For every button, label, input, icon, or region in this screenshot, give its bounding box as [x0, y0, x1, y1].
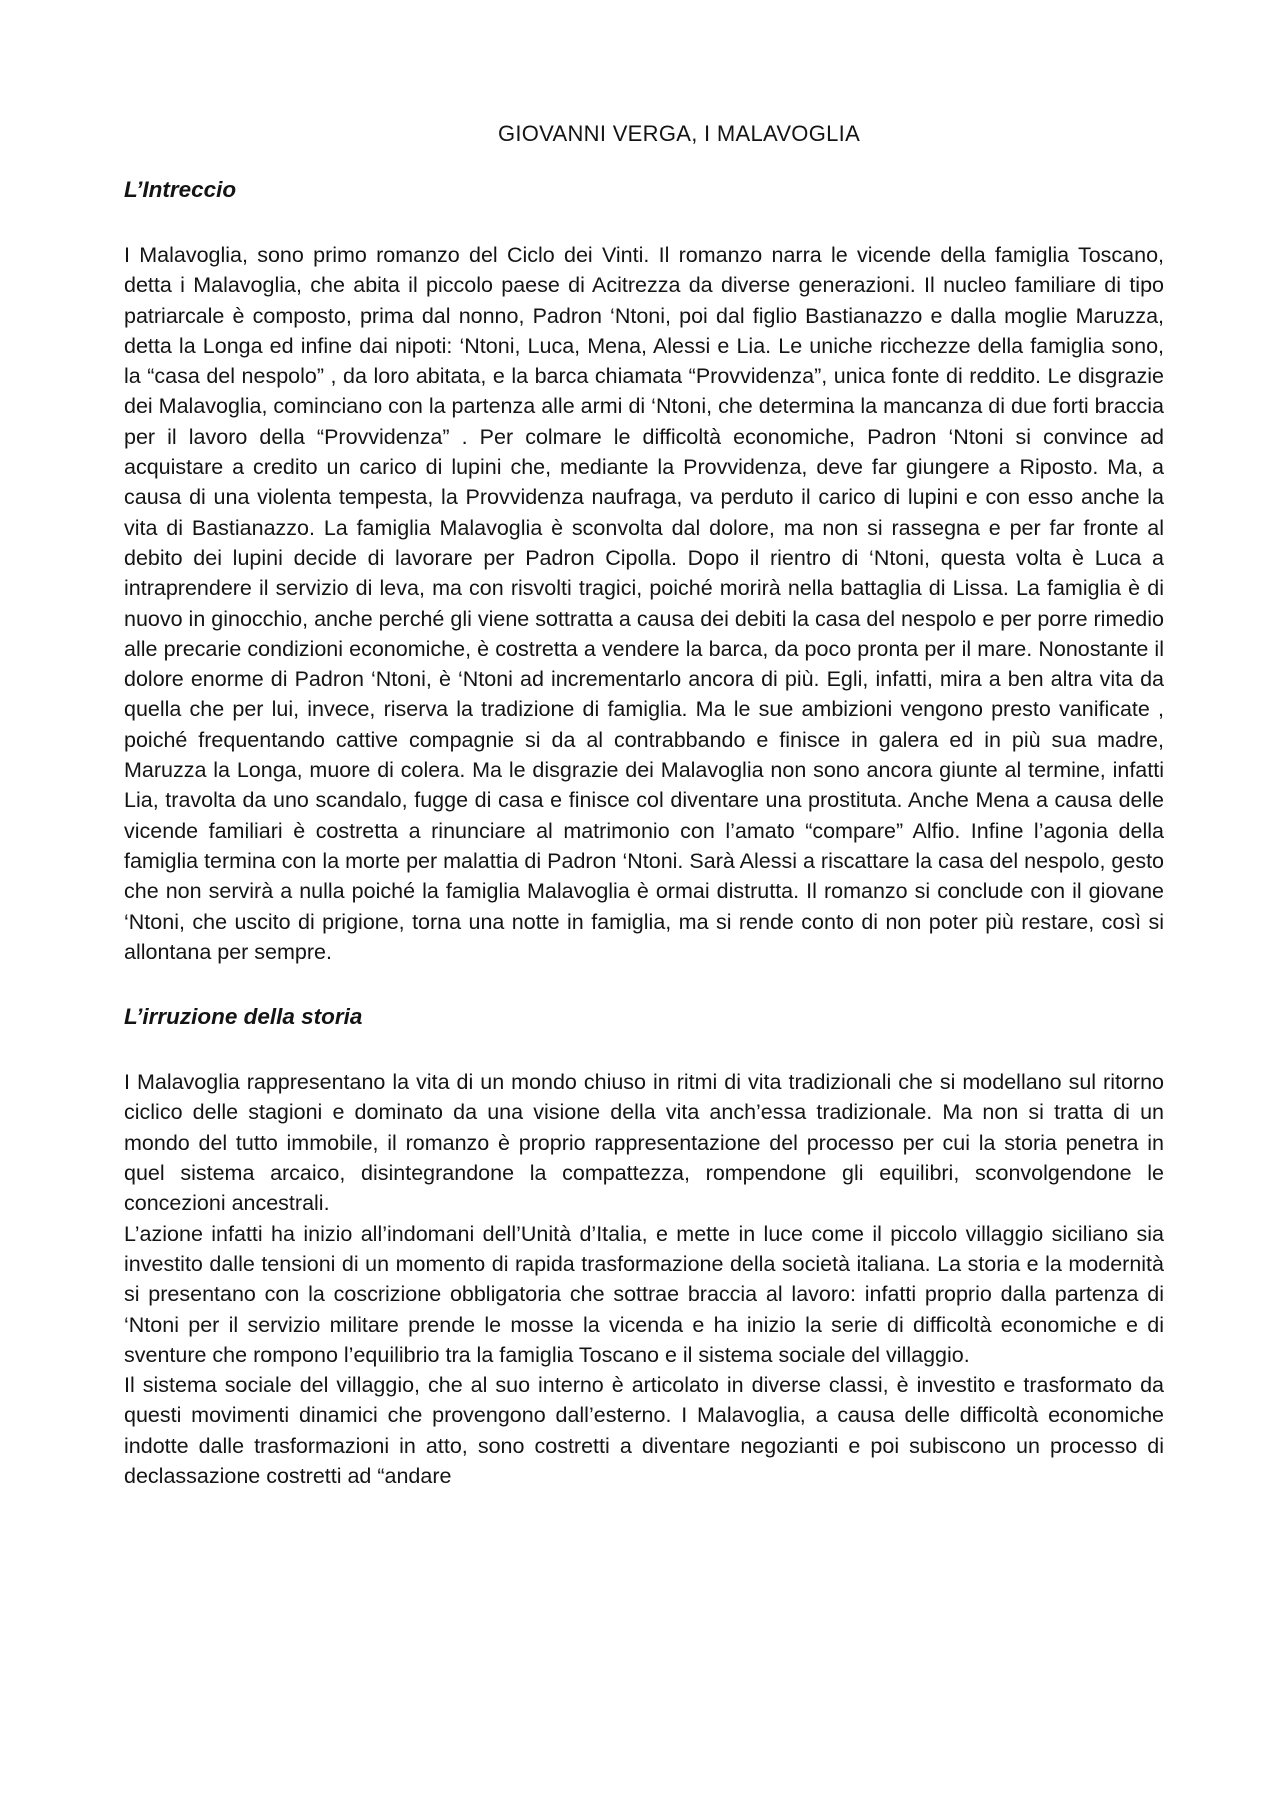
paragraph: I Malavoglia rappresentano la vita di un mondo chiuso in ritmi di vita tradizionali che si modellano sul ritorno ciclico delle stagioni e dominato da una visione della vita anch’essa tradizionale. Ma non si tratta di un mondo del tutto immobile, il romanzo è proprio rappresentazione del processo per cui la storia penetra in quel sistema arcaico, disintegrandone la compattezza, rompendone gli equilibri, sconvolgendone le concezioni ancestrali. [124, 1070, 1164, 1216]
section-spacer [124, 967, 1164, 1001]
paragraph: Il sistema sociale del villaggio, che al suo interno è articolato in diverse classi, è investito e trasformato da questi movimenti dinamici che provengono dall’esterno. I Malavoglia, a causa delle difficoltà economiche indotte dalle trasformazioni in atto, sono costretti a diventare negozianti e poi subiscono un processo di declassazione costretti ad “andare [124, 1373, 1164, 1488]
section-irruzione-storia [124, 1001, 1164, 1491]
paragraph: L’azione infatti ha inizio all’indomani dell’Unità d’Italia, e mette in luce come il piccolo villaggio siciliano sia investito dalle tensioni di un momento di rapida trasformazione della società italiana. La storia e la modernità si presentano con la coscrizione obbligatoria che sottrae braccia al lavoro: infatti proprio dalla partenza di ‘Ntoni per il servizio militare prende le mosse la vicenda e ha inizio la serie di difficoltà economiche e di sventure che rompono l’equilibrio tra la famiglia Toscano e il sistema sociale del villaggio. [124, 1221, 1164, 1367]
document-title: GIOVANNI VERGA, I MALAVOGLIA [497, 121, 861, 146]
paragraph: I Malavoglia, sono primo romanzo del Ciclo dei Vinti. Il romanzo narra le vicende della famiglia Toscano, detta i Malavoglia, che abita il piccolo paese di Acitrezza da diverse generazioni. Il nucleo familiare di tipo patriarcale è composto, prima dal nonno, Padron ‘Ntoni, poi dal figlio Bastianazzo e dalla moglie Maruzza, detta la Longa ed infine dai nipoti: ‘Ntoni, Luca, Mena, Alessi e Lia. Le uniche ricchezze della famiglia sono, la “casa del nespolo” , da loro abitata, e la barca chiamata “Provvidenza”, unica fonte di reddito. Le disgrazie dei Malavoglia, cominciano con la partenza alle armi di ‘Ntoni, che determina la mancanza di due forti braccia per il lavoro della “Provvidenza” . Per colmare le difficoltà economiche, Padron ‘Ntoni si convince ad acquistare a credito un carico di lupini che, mediante la Provvidenza, deve far giungere a Riposto. Ma, a causa di una violenta tempesta, la Provvidenza naufraga, va perduto il carico di lupini e con esso anche la vita di Bastianazzo. La famiglia Malavoglia è sconvolta dal dolore, ma non si rassegna e per far fronte al debito dei lupini decide di lavorare per Padron Cipolla. Dopo il rientro di ‘Ntoni, questa volta è Luca a intraprendere il servizio di leva, ma con risvolti tragici, poiché morirà nella battaglia di Lissa. La famiglia è di nuovo in ginocchio, anche perché gli viene sottratta a causa dei debiti la casa del nespolo e per porre rimedio alle precarie condizioni economiche, è costretta a vendere la barca, da poco pronta per il mare. Nonostante il dolore enorme di Padron ‘Ntoni, è ‘Ntoni ad incrementarlo ancora di più. Egli, infatti, mira a ben altra vita da quella che per lui, invece, riserva la tradizione di famiglia. Ma le sue ambizioni vengono presto vanificate , poiché frequentando cattive compagnie si da al contrabbando e finisce in galera ed in più sua madre, Maruzza la Longa, muore di colera. Ma le disgrazie dei Malavoglia non sono ancora giunte al termine, infatti Lia, travolta da uno scandalo, fugge di casa e finisce col diventare una prostituta. Anche Mena a causa delle vicende familiari è costretta a rinunciare al matrimonio con l’amato “compare” Alfio. Infine l’agonia della famiglia termina con la morte per malattia di Padron ‘Ntoni. Sarà Alessi a riscattare la casa del nespolo, gesto che non servirà a nulla poiché la famiglia Malavoglia è ormai distrutta. Il romanzo si conclude con il giovane ‘Ntoni, che uscito di prigione, torna una notte in famiglia, ma si rende conto di non poter più restare, così si allontana per sempre. [124, 243, 1164, 964]
section-heading: L’irruzione della storia [124, 1004, 363, 1030]
document-page [124, 118, 1164, 1491]
section-heading: L’Intreccio [124, 177, 237, 202]
section-intreccio [124, 174, 1164, 967]
